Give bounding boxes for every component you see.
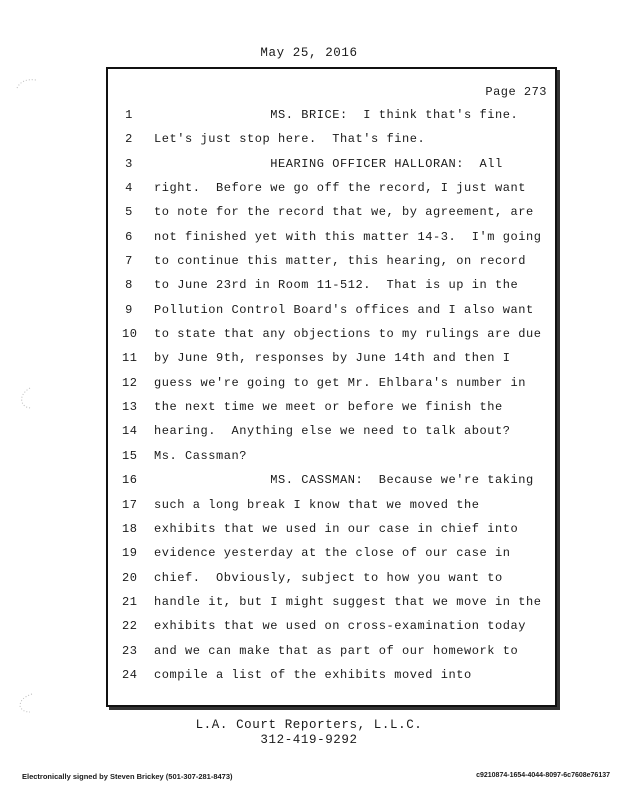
line-text: to state that any objections to my rulings are due <box>154 327 542 342</box>
line-number: 4 <box>125 181 133 196</box>
transcript-line <box>108 327 555 351</box>
line-number: 22 <box>122 619 138 634</box>
court-reporter-name: L.A. Court Reporters, L.L.C. <box>195 718 423 732</box>
line-number: 15 <box>122 448 138 463</box>
line-text: chief. Obviously, subject to how you want to <box>154 570 503 585</box>
line-text: MS. BRICE: I think that's fine. <box>154 108 519 122</box>
line-number: 3 <box>125 156 133 171</box>
line-number: 21 <box>122 594 138 609</box>
transcript-page-frame <box>106 67 557 707</box>
line-text: hearing. Anything else we need to talk about? <box>154 424 511 439</box>
line-text: guess we're going to get Mr. Ehlbara's number in <box>154 375 527 390</box>
line-text: exhibits that we used on cross-examination today <box>154 619 527 634</box>
transcript-line <box>108 473 555 497</box>
line-number: 8 <box>125 278 133 293</box>
line-number: 10 <box>122 327 138 342</box>
transcript-line <box>108 595 555 619</box>
line-number: 7 <box>125 254 133 269</box>
line-number: 12 <box>122 375 138 390</box>
line-text: exhibits that we used in our case in chief into <box>154 521 519 536</box>
line-text: and we can make that as part of our homework to <box>154 643 519 658</box>
transcript-line <box>108 619 555 643</box>
transcript-line <box>108 424 555 448</box>
line-text: handle it, but I might suggest that we move in the <box>154 594 542 609</box>
page-date-header: May 25, 2016 <box>260 46 358 60</box>
line-number: 19 <box>122 546 138 561</box>
transcript-line <box>108 449 555 473</box>
line-text: the next time we meet or before we finish the <box>154 400 503 415</box>
line-text: Let's just stop here. That's fine. <box>154 132 426 147</box>
line-text: MS. CASSMAN: Because we're taking <box>154 473 534 488</box>
document-guid: c9210874-1654-4044-8097-6c7608e76137 <box>476 772 610 779</box>
line-number: 16 <box>122 473 138 488</box>
line-number: 1 <box>125 108 133 122</box>
line-text: HEARING OFFICER HALLORAN: All <box>154 156 503 171</box>
line-number: 6 <box>125 229 133 244</box>
transcript-line <box>108 668 555 692</box>
line-text: to continue this matter, this hearing, on record <box>154 254 527 269</box>
punch-hole-mark-top <box>14 74 40 98</box>
transcript-line <box>108 157 555 181</box>
line-text: not finished yet with this matter 14-3. I'm going <box>154 229 542 244</box>
transcript-line <box>108 571 555 595</box>
line-text: to June 23rd in Room 11-512. That is up in the <box>154 278 519 293</box>
line-text: compile a list of the exhibits moved into <box>154 667 472 682</box>
electronic-signature-note: Electronically signed by Steven Brickey (501-307-281-8473) <box>22 772 233 781</box>
transcript-line <box>108 181 555 205</box>
line-number: 17 <box>122 497 138 512</box>
line-text: evidence yesterday at the close of our case in <box>154 546 511 561</box>
transcript-line <box>108 205 555 229</box>
line-text: Pollution Control Board's offices and I also want <box>154 302 534 317</box>
transcript-line <box>108 498 555 522</box>
transcript-line <box>108 522 555 546</box>
punch-hole-mark-middle <box>14 384 40 412</box>
line-text: to note for the record that we, by agreement, are <box>154 205 534 220</box>
line-number: 5 <box>125 205 133 220</box>
line-number: 18 <box>122 521 138 536</box>
transcript-line <box>108 546 555 570</box>
transcript-line <box>108 644 555 668</box>
line-number: 14 <box>122 424 138 439</box>
line-number: 11 <box>122 351 138 366</box>
line-number: 9 <box>125 302 133 317</box>
transcript-line <box>108 351 555 375</box>
line-text: such a long break I know that we moved the <box>154 497 480 512</box>
transcript-line <box>108 303 555 327</box>
transcript-line <box>108 132 555 156</box>
punch-hole-mark-bottom <box>14 690 40 716</box>
transcript-line <box>108 278 555 302</box>
line-number: 2 <box>125 132 133 147</box>
transcript-line <box>108 108 555 132</box>
line-text: right. Before we go off the record, I just want <box>154 181 527 196</box>
line-text: by June 9th, responses by June 14th and then I <box>154 351 511 366</box>
transcript-line <box>108 230 555 254</box>
line-number: 20 <box>122 570 138 585</box>
line-number: 24 <box>122 667 138 682</box>
line-number: 23 <box>122 643 138 658</box>
line-text: Ms. Cassman? <box>154 448 248 463</box>
transcript-line <box>108 254 555 278</box>
line-number: 13 <box>122 400 138 415</box>
page-number-label: Page 273 <box>485 85 547 99</box>
court-reporter-phone: 312-419-9292 <box>260 733 358 747</box>
transcript-line <box>108 376 555 400</box>
transcript-line <box>108 400 555 424</box>
transcript-lines <box>108 108 555 692</box>
